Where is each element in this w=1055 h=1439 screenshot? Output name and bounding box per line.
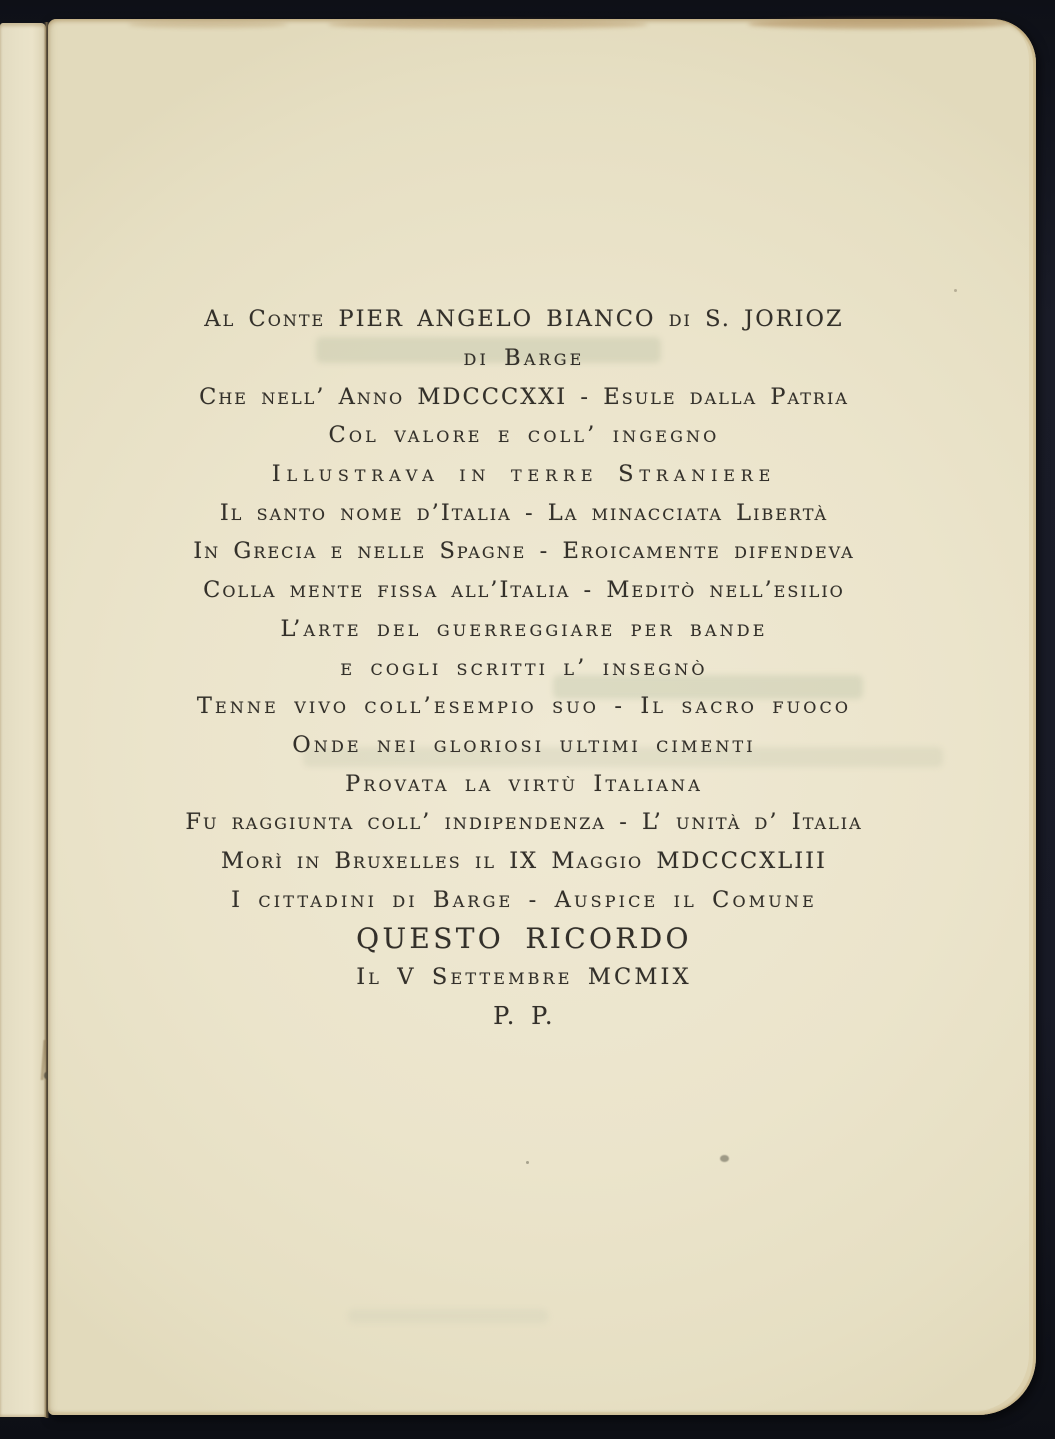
dedication-line: Colla mente fissa all’Italia - Meditò nell’esilio	[203, 577, 845, 604]
top-edge-stain	[128, 21, 288, 28]
dedication-line: Fu raggiunta coll’ indipendenza - L’ unità d’ Italia	[185, 809, 863, 836]
show-through-smudge	[348, 1309, 548, 1323]
facing-page-edge	[0, 23, 46, 1417]
dedication-line: L’arte del guerreggiare per bande	[280, 615, 768, 642]
dedication-page	[48, 19, 1036, 1415]
dedication-line: Che nell’ Anno MDCCCXXI - Esule dalla Patria	[199, 383, 849, 410]
dedication-line-title: QUESTO RICORDO	[356, 921, 692, 955]
dedication-line: Al Conte PIER ANGELO BIANCO di S. JORIOZ	[204, 306, 844, 333]
ink-speck	[954, 289, 957, 292]
dedication-text	[48, 300, 1000, 1035]
dedication-line: Tenne vivo coll’esempio suo - Il sacro fuoco	[196, 693, 852, 720]
dedication-line: Col valore e coll’ ingegno	[328, 422, 720, 449]
top-edge-stain	[328, 20, 648, 29]
top-edge-stain	[748, 19, 1008, 29]
dedication-line: I cittadini di Barge - Auspice il Comune	[231, 886, 817, 913]
dedication-line: Onde nei gloriosi ultimi cimenti	[292, 731, 756, 758]
dedication-initials: P. P.	[493, 1001, 555, 1030]
dedication-line: Provata la virtù Italiana	[345, 770, 703, 797]
dedication-line: Morì in Bruxelles il IX Maggio MDCCCXLIII	[221, 847, 827, 874]
dedication-line: Il santo nome d’Italia - La minacciata Libertà	[219, 499, 829, 526]
dedication-line: In Grecia e nelle Spagne - Eroicamente difendeva	[193, 538, 855, 565]
dedication-line: di Barge	[463, 345, 585, 372]
dedication-line: Illustrava in terre Straniere	[271, 461, 777, 488]
ink-speck	[526, 1161, 529, 1164]
dedication-line: Il V Settembre MCMIX	[356, 964, 692, 991]
dedication-line: e cogli scritti l’ insegnò	[340, 654, 708, 681]
ink-speck	[720, 1155, 729, 1162]
